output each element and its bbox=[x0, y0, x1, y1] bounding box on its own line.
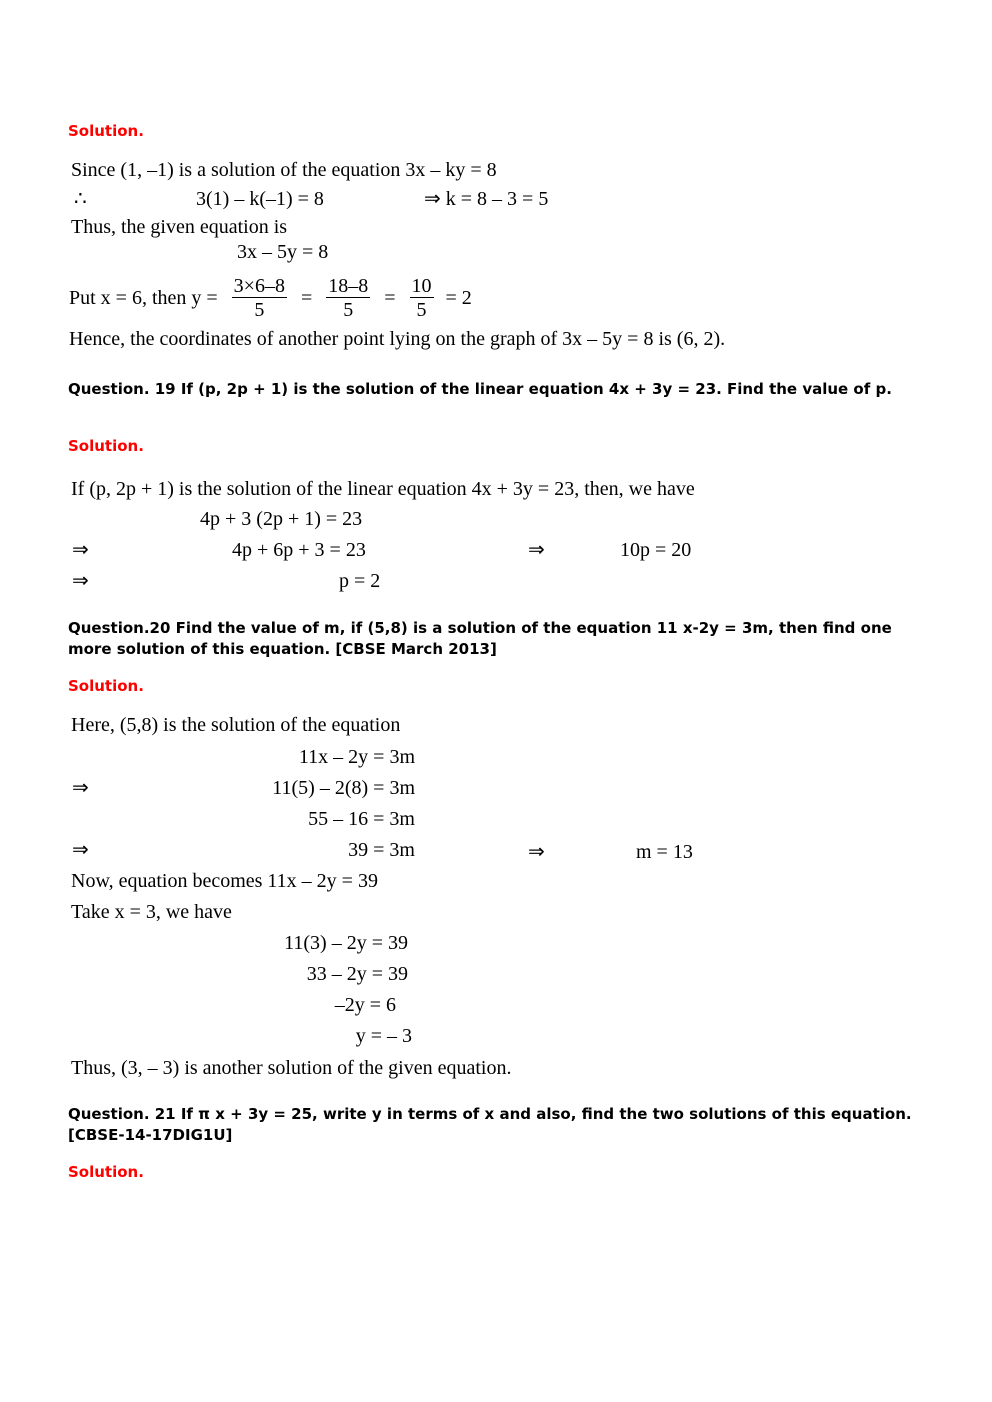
implies-arrow: ⇒ bbox=[72, 777, 89, 799]
solution-line: Take x = 3, we have bbox=[71, 901, 232, 923]
solution-line: Here, (5,8) is the solution of the equation bbox=[71, 714, 401, 736]
implies-arrow: ⇒ bbox=[72, 570, 89, 592]
solution-conclusion: Thus, (3, – 3) is another solution of the given equation. bbox=[71, 1057, 512, 1079]
solution-equation: 55 – 16 = 3m bbox=[308, 808, 415, 830]
solution-equation: m = 13 bbox=[636, 841, 693, 863]
solution-equation: 39 = 3m bbox=[348, 839, 415, 861]
solution-equation: p = 2 bbox=[339, 570, 381, 592]
solution-line: If (p, 2p + 1) is the solution of the linear equation 4x + 3y = 23, then, we have bbox=[71, 478, 695, 500]
solution-line: Since (1, –1) is a solution of the equation 3x – ky = 8 bbox=[71, 159, 497, 181]
question-20: Question.20 Find the value of m, if (5,8) is a solution of the equation 11 x-2y = 3m, then find one more solution of this equation. [CBSE March 2013] bbox=[68, 619, 892, 658]
solution-heading: Solution. bbox=[68, 122, 144, 140]
solution-equation: y = – 3 bbox=[355, 1025, 412, 1047]
therefore-symbol: ∴ bbox=[74, 188, 87, 210]
solution-equation: 4p + 6p + 3 = 23 bbox=[232, 539, 366, 561]
fraction-1 bbox=[232, 275, 287, 322]
solution-equation: 10p = 20 bbox=[620, 539, 692, 561]
equals: = bbox=[300, 287, 313, 309]
solution-fraction-line bbox=[69, 272, 472, 324]
numerator: 10 bbox=[411, 274, 432, 297]
solution-equation: 3x – 5y = 8 bbox=[237, 241, 329, 263]
numerator: 18–8 bbox=[328, 274, 369, 297]
solution-equation: 3(1) – k(–1) = 8 bbox=[196, 188, 324, 210]
result: = 2 bbox=[445, 287, 472, 309]
equals: = bbox=[384, 287, 396, 309]
fraction-2 bbox=[326, 275, 370, 322]
question-19: Question. 19 If (p, 2p + 1) is the solution of the linear equation 4x + 3y = 23. Find the value of p. bbox=[68, 380, 892, 398]
implies-arrow: ⇒ bbox=[528, 841, 545, 863]
question-21: Question. 21 If π x + 3y = 25, write y in terms of x and also, find the two solutions of this equation. [CBSE-14-17DIG1U] bbox=[68, 1105, 912, 1144]
solution-equation: 4p + 3 (2p + 1) = 23 bbox=[200, 508, 363, 530]
numerator: 3×6–8 bbox=[233, 274, 285, 297]
implies-arrow: ⇒ bbox=[528, 539, 545, 561]
implies-arrow: ⇒ bbox=[72, 539, 89, 561]
denominator: 5 bbox=[416, 298, 427, 321]
fraction-3 bbox=[410, 275, 434, 322]
denominator: 5 bbox=[254, 298, 265, 321]
solution-heading: Solution. bbox=[68, 1163, 144, 1181]
solution-line: Thus, the given equation is bbox=[71, 216, 288, 238]
solution-heading: Solution. bbox=[68, 677, 144, 695]
solution-equation: 11x – 2y = 3m bbox=[298, 746, 415, 768]
solution-line: Now, equation becomes 11x – 2y = 39 bbox=[71, 870, 378, 892]
solution-conclusion: Hence, the coordinates of another point lying on the graph of 3x – 5y = 8 is (6, 2). bbox=[69, 328, 726, 350]
denominator: 5 bbox=[343, 298, 354, 321]
solution-heading: Solution. bbox=[68, 437, 144, 455]
implies-arrow: ⇒ bbox=[72, 839, 89, 861]
solution-equation: 33 – 2y = 39 bbox=[306, 963, 408, 985]
fraction-prefix: Put x = 6, then y = bbox=[69, 287, 218, 309]
solution-equation: 11(5) – 2(8) = 3m bbox=[272, 777, 415, 799]
solution-equation: –2y = 6 bbox=[334, 994, 396, 1016]
solution-equation: ⇒ k = 8 – 3 = 5 bbox=[424, 188, 549, 210]
solution-equation: 11(3) – 2y = 39 bbox=[284, 932, 408, 954]
